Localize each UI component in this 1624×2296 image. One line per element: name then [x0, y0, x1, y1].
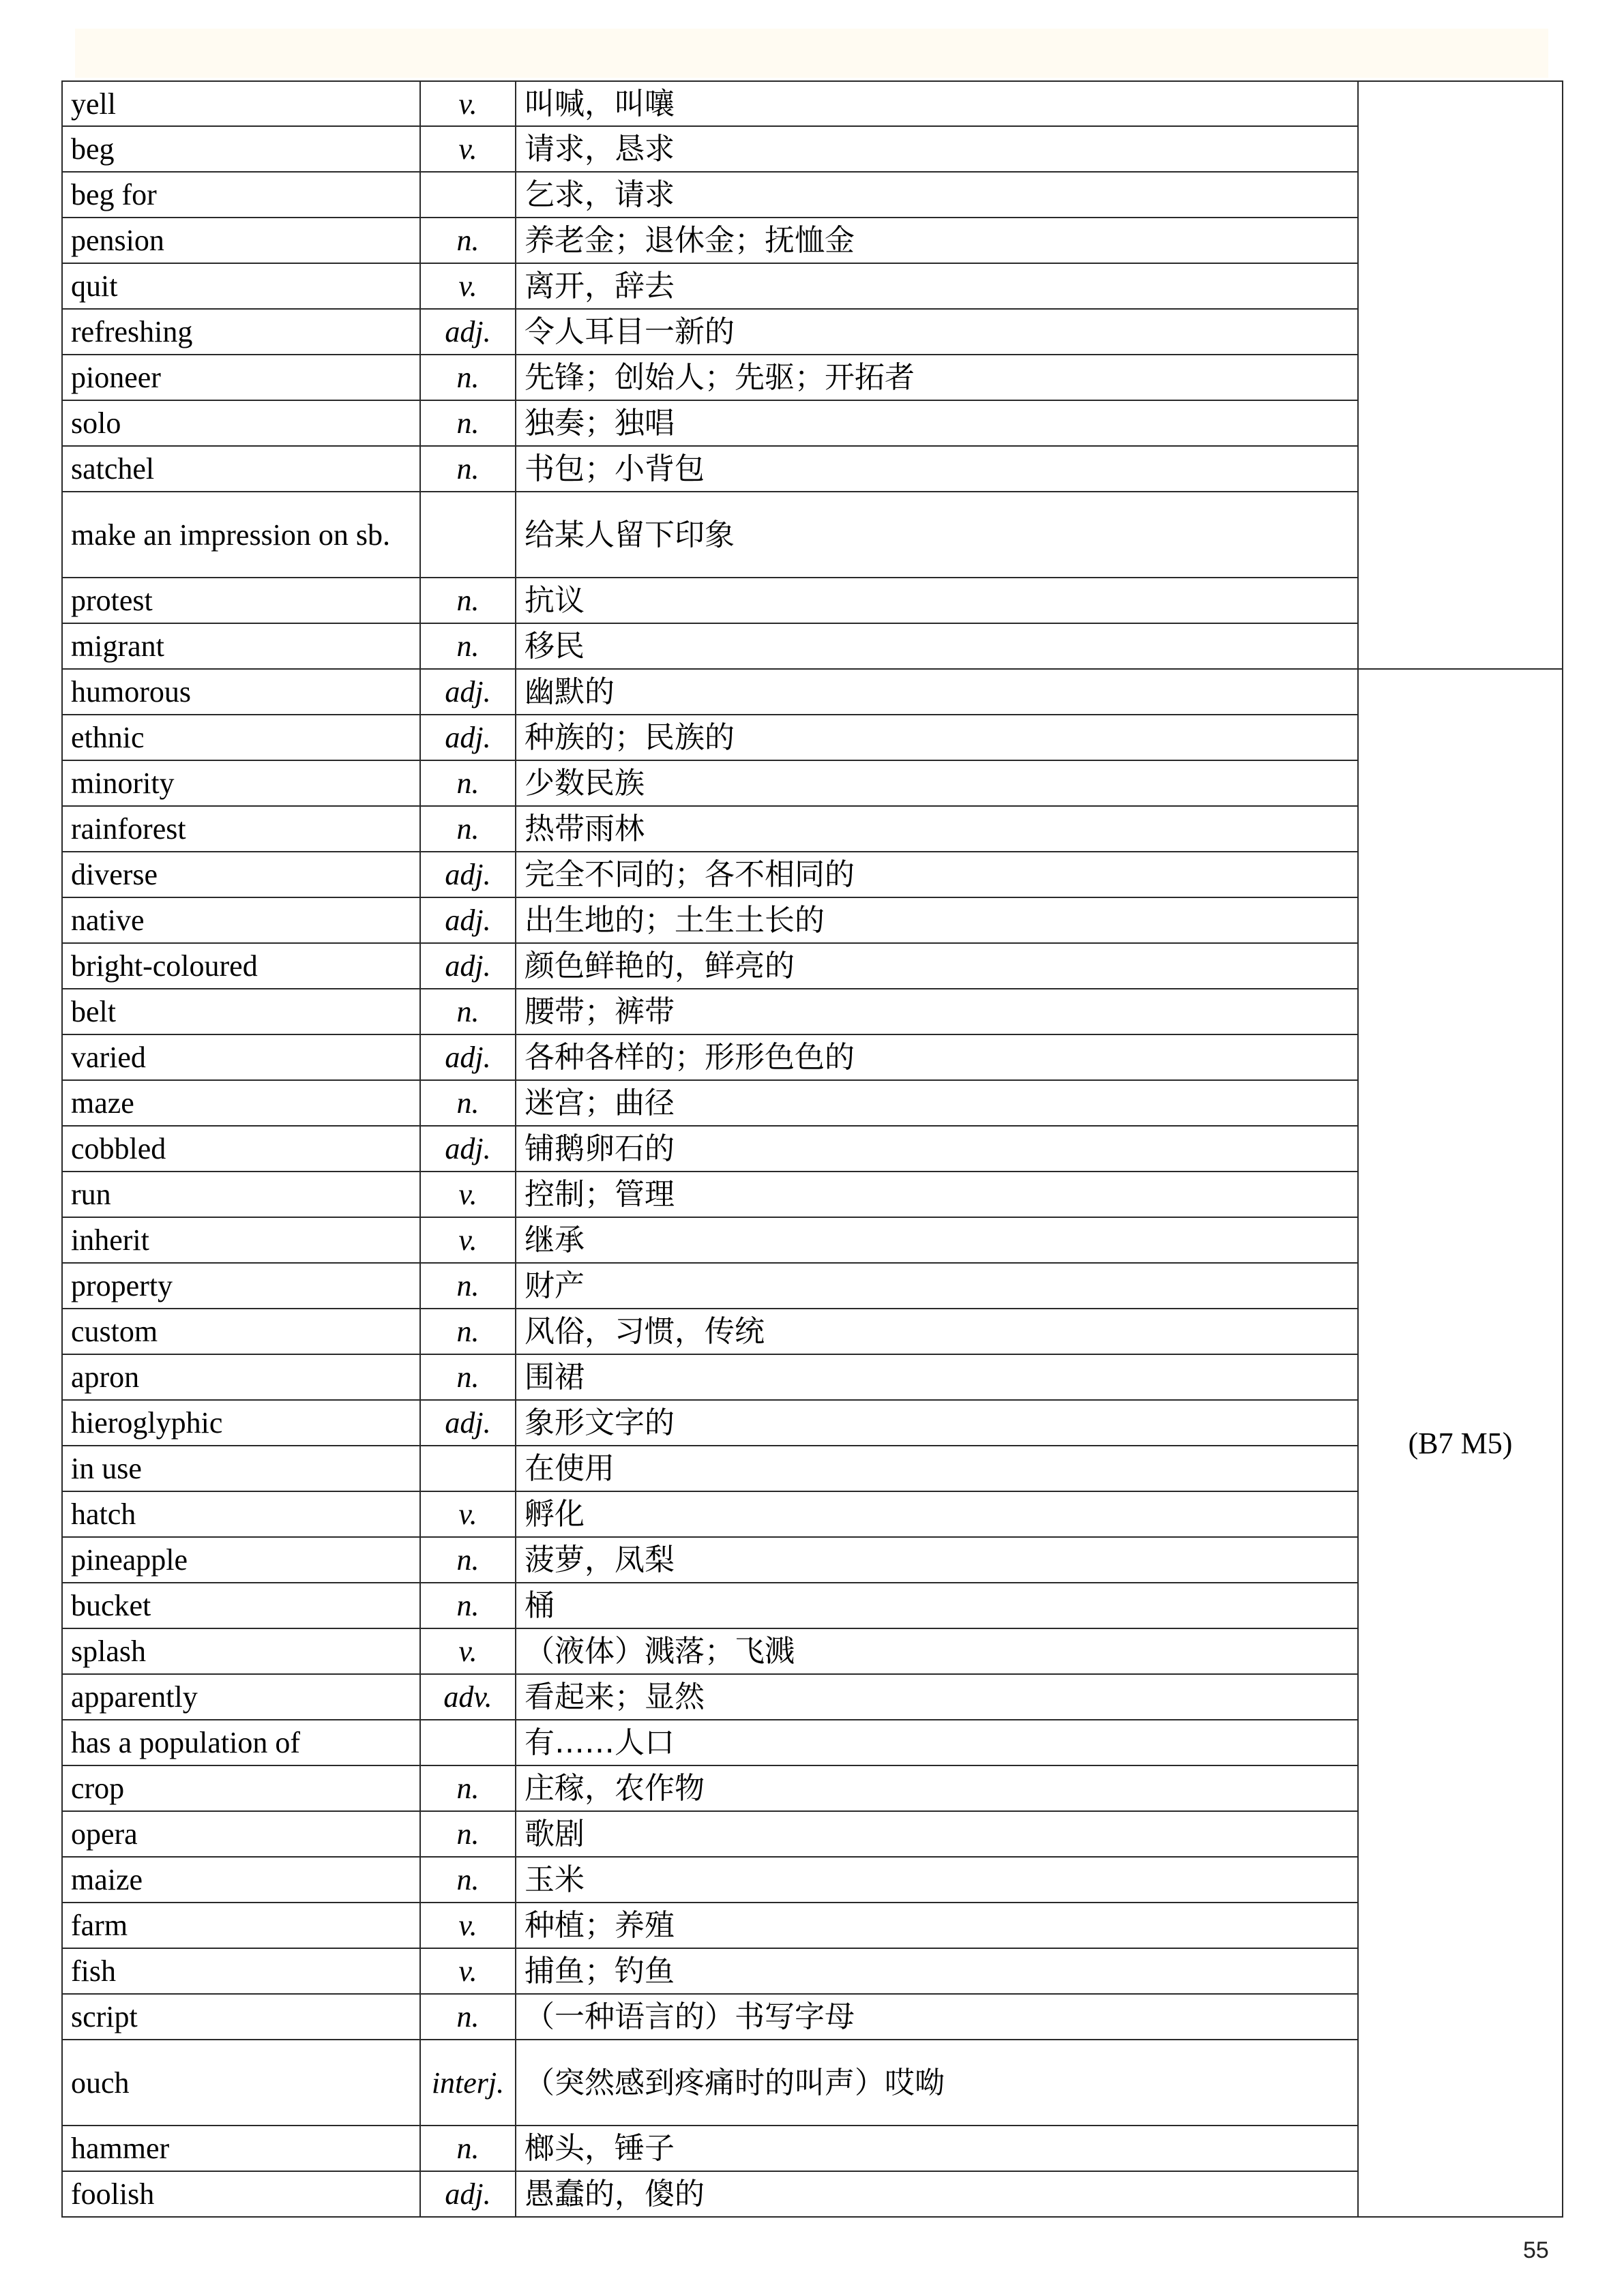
part-of-speech: n.	[420, 1080, 516, 1126]
chinese-meaning: 围裙	[516, 1354, 1358, 1400]
vocab-word: bright-coloured	[62, 943, 420, 989]
vocab-word: diverse	[62, 852, 420, 897]
vocab-row	[62, 355, 1563, 400]
chinese-meaning: （突然感到疼痛时的叫声）哎呦	[516, 2040, 1358, 2126]
chinese-meaning: 离开，辞去	[516, 263, 1358, 309]
vocab-row	[62, 578, 1563, 623]
vocab-word: script	[62, 1994, 420, 2040]
vocab-row	[62, 1720, 1563, 1765]
vocab-word: humorous	[62, 669, 420, 715]
vocab-row	[62, 1263, 1563, 1309]
part-of-speech: adj.	[420, 1126, 516, 1172]
vocab-row	[62, 806, 1563, 852]
part-of-speech	[420, 172, 516, 218]
vocab-row	[62, 309, 1563, 355]
part-of-speech: n.	[420, 1811, 516, 1857]
vocab-word: yell	[62, 81, 420, 126]
chinese-meaning: 庄稼，农作物	[516, 1765, 1358, 1811]
vocab-word: pioneer	[62, 355, 420, 400]
vocab-word: belt	[62, 989, 420, 1034]
part-of-speech: n.	[420, 1537, 516, 1583]
chinese-meaning: 腰带；裤带	[516, 989, 1358, 1034]
vocab-row	[62, 492, 1563, 578]
vocab-word: hammer	[62, 2126, 420, 2171]
vocab-word: has a population of	[62, 1720, 420, 1765]
vocab-word: inherit	[62, 1217, 420, 1263]
chinese-meaning: 财产	[516, 1263, 1358, 1309]
vocab-word: protest	[62, 578, 420, 623]
vocab-word: cobbled	[62, 1126, 420, 1172]
vocab-row	[62, 760, 1563, 806]
chinese-meaning: 菠萝，凤梨	[516, 1537, 1358, 1583]
vocab-row	[62, 1126, 1563, 1172]
chinese-meaning: 桶	[516, 1583, 1358, 1628]
part-of-speech: adj.	[420, 1400, 516, 1446]
vocab-word: splash	[62, 1628, 420, 1674]
part-of-speech: v.	[420, 1948, 516, 1994]
vocab-word: native	[62, 897, 420, 943]
vocab-row	[62, 1309, 1563, 1354]
vocab-row	[62, 1948, 1563, 1994]
part-of-speech: n.	[420, 623, 516, 669]
vocab-row	[62, 172, 1563, 218]
chinese-meaning: 有……人口	[516, 1720, 1358, 1765]
part-of-speech	[420, 1446, 516, 1491]
chinese-meaning: 少数民族	[516, 760, 1358, 806]
part-of-speech: n.	[420, 2126, 516, 2171]
vocab-word: beg	[62, 126, 420, 172]
part-of-speech: n.	[420, 806, 516, 852]
vocab-row	[62, 1628, 1563, 1674]
vocab-word: maize	[62, 1857, 420, 1903]
chinese-meaning: （一种语言的）书写字母	[516, 1994, 1358, 2040]
vocab-word: in use	[62, 1446, 420, 1491]
vocab-word: ethnic	[62, 715, 420, 760]
part-of-speech: adv.	[420, 1674, 516, 1720]
chinese-meaning: 出生地的；土生土长的	[516, 897, 1358, 943]
part-of-speech: n.	[420, 355, 516, 400]
chinese-meaning: 颜色鲜艳的，鲜亮的	[516, 943, 1358, 989]
vocab-word: satchel	[62, 446, 420, 492]
vocab-row	[62, 1080, 1563, 1126]
vocab-word: varied	[62, 1034, 420, 1080]
vocab-word: make an impression on sb.	[62, 492, 420, 578]
chinese-meaning: 玉米	[516, 1857, 1358, 1903]
part-of-speech: n.	[420, 1354, 516, 1400]
vocab-word: solo	[62, 400, 420, 446]
chinese-meaning: 给某人留下印象	[516, 492, 1358, 578]
chinese-meaning: 种植；养殖	[516, 1903, 1358, 1948]
vocab-word: migrant	[62, 623, 420, 669]
vocab-row	[62, 1674, 1563, 1720]
vocab-row	[62, 2126, 1563, 2171]
vocab-word: foolish	[62, 2171, 420, 2217]
part-of-speech: v.	[420, 1217, 516, 1263]
part-of-speech: n.	[420, 578, 516, 623]
vocab-word: custom	[62, 1309, 420, 1354]
vocab-row	[62, 1583, 1563, 1628]
chinese-meaning: 书包；小背包	[516, 446, 1358, 492]
chinese-meaning: 令人耳目一新的	[516, 309, 1358, 355]
vocab-word: apron	[62, 1354, 420, 1400]
vocab-word: maze	[62, 1080, 420, 1126]
chinese-meaning: 继承	[516, 1217, 1358, 1263]
chinese-meaning: 铺鹅卵石的	[516, 1126, 1358, 1172]
chinese-meaning: 孵化	[516, 1491, 1358, 1537]
vocab-row	[62, 1811, 1563, 1857]
part-of-speech: adj.	[420, 1034, 516, 1080]
vocab-row	[62, 897, 1563, 943]
vocab-row	[62, 1400, 1563, 1446]
part-of-speech: v.	[420, 1172, 516, 1217]
vocab-word: apparently	[62, 1674, 420, 1720]
vocab-row	[62, 623, 1563, 669]
vocab-word: crop	[62, 1765, 420, 1811]
vocab-row	[62, 669, 1563, 715]
chinese-meaning: 抗议	[516, 578, 1358, 623]
part-of-speech: v.	[420, 1628, 516, 1674]
vocab-row	[62, 400, 1563, 446]
vocab-word: ouch	[62, 2040, 420, 2126]
vocab-row	[62, 2040, 1563, 2126]
vocab-word: pension	[62, 218, 420, 263]
chinese-meaning: 先锋；创始人；先驱；开拓者	[516, 355, 1358, 400]
chinese-meaning: 独奏；独唱	[516, 400, 1358, 446]
chinese-meaning: 风俗，习惯，传统	[516, 1309, 1358, 1354]
vocab-row	[62, 218, 1563, 263]
vocab-row	[62, 1354, 1563, 1400]
part-of-speech: n.	[420, 1765, 516, 1811]
part-of-speech: v.	[420, 1491, 516, 1537]
part-of-speech: n.	[420, 1857, 516, 1903]
part-of-speech: interj.	[420, 2040, 516, 2126]
part-of-speech: v.	[420, 263, 516, 309]
part-of-speech: adj.	[420, 309, 516, 355]
vocab-row	[62, 1491, 1563, 1537]
chinese-meaning: 请求，恳求	[516, 126, 1358, 172]
vocab-row	[62, 126, 1563, 172]
vocab-word: property	[62, 1263, 420, 1309]
part-of-speech: adj.	[420, 943, 516, 989]
vocab-word: beg for	[62, 172, 420, 218]
part-of-speech: n.	[420, 400, 516, 446]
chinese-meaning: 榔头，锤子	[516, 2126, 1358, 2171]
chinese-meaning: （液体）溅落；飞溅	[516, 1628, 1358, 1674]
part-of-speech: v.	[420, 126, 516, 172]
part-of-speech: v.	[420, 81, 516, 126]
header-band	[75, 29, 1548, 78]
vocab-row	[62, 1537, 1563, 1583]
vocab-row	[62, 943, 1563, 989]
vocab-row	[62, 1034, 1563, 1080]
chinese-meaning: 看起来；显然	[516, 1674, 1358, 1720]
vocab-word: minority	[62, 760, 420, 806]
part-of-speech: n.	[420, 1263, 516, 1309]
vocab-row	[62, 1994, 1563, 2040]
chinese-meaning: 移民	[516, 623, 1358, 669]
chinese-meaning: 养老金；退休金；抚恤金	[516, 218, 1358, 263]
part-of-speech: adj.	[420, 715, 516, 760]
vocab-row	[62, 852, 1563, 897]
vocab-word: hatch	[62, 1491, 420, 1537]
chinese-meaning: 捕鱼；钓鱼	[516, 1948, 1358, 1994]
vocab-row	[62, 446, 1563, 492]
part-of-speech	[420, 492, 516, 578]
part-of-speech: n.	[420, 446, 516, 492]
chinese-meaning: 乞求，请求	[516, 172, 1358, 218]
vocab-row	[62, 81, 1563, 126]
part-of-speech: n.	[420, 1994, 516, 2040]
chinese-meaning: 愚蠢的，傻的	[516, 2171, 1358, 2217]
chinese-meaning: 热带雨林	[516, 806, 1358, 852]
vocab-word: opera	[62, 1811, 420, 1857]
vocab-word: refreshing	[62, 309, 420, 355]
chinese-meaning: 叫喊，叫嚷	[516, 81, 1358, 126]
part-of-speech: adj.	[420, 669, 516, 715]
chinese-meaning: 迷宫；曲径	[516, 1080, 1358, 1126]
part-of-speech: n.	[420, 1309, 516, 1354]
vocab-row	[62, 989, 1563, 1034]
part-of-speech: n.	[420, 760, 516, 806]
vocab-word: farm	[62, 1903, 420, 1948]
vocab-word: rainforest	[62, 806, 420, 852]
chinese-meaning: 歌剧	[516, 1811, 1358, 1857]
part-of-speech: adj.	[420, 2171, 516, 2217]
part-of-speech: v.	[420, 1903, 516, 1948]
vocab-row	[62, 1172, 1563, 1217]
chinese-meaning: 完全不同的；各不相同的	[516, 852, 1358, 897]
part-of-speech	[420, 1720, 516, 1765]
part-of-speech: n.	[420, 989, 516, 1034]
part-of-speech: adj.	[420, 897, 516, 943]
page-number: 55	[1523, 2237, 1549, 2263]
chinese-meaning: 控制；管理	[516, 1172, 1358, 1217]
chinese-meaning: 种族的；民族的	[516, 715, 1358, 760]
vocab-row	[62, 263, 1563, 309]
vocab-row	[62, 1857, 1563, 1903]
vocab-row	[62, 2171, 1563, 2217]
vocabulary-table-body	[62, 81, 1563, 2217]
vocab-row	[62, 715, 1563, 760]
chinese-meaning: 在使用	[516, 1446, 1358, 1491]
unit-label: (B7 M5)	[1358, 669, 1563, 2217]
part-of-speech: n.	[420, 1583, 516, 1628]
vocab-word: run	[62, 1172, 420, 1217]
unit-cell-empty	[1358, 81, 1563, 669]
vocab-row	[62, 1217, 1563, 1263]
part-of-speech: adj.	[420, 852, 516, 897]
vocab-word: pineapple	[62, 1537, 420, 1583]
vocab-word: hieroglyphic	[62, 1400, 420, 1446]
part-of-speech: n.	[420, 218, 516, 263]
vocab-word: fish	[62, 1948, 420, 1994]
vocab-word: bucket	[62, 1583, 420, 1628]
chinese-meaning: 幽默的	[516, 669, 1358, 715]
vocab-row	[62, 1446, 1563, 1491]
vocab-word: quit	[62, 263, 420, 309]
vocab-row	[62, 1903, 1563, 1948]
chinese-meaning: 各种各样的；形形色色的	[516, 1034, 1358, 1080]
vocabulary-table	[61, 80, 1563, 2218]
chinese-meaning: 象形文字的	[516, 1400, 1358, 1446]
vocab-row	[62, 1765, 1563, 1811]
